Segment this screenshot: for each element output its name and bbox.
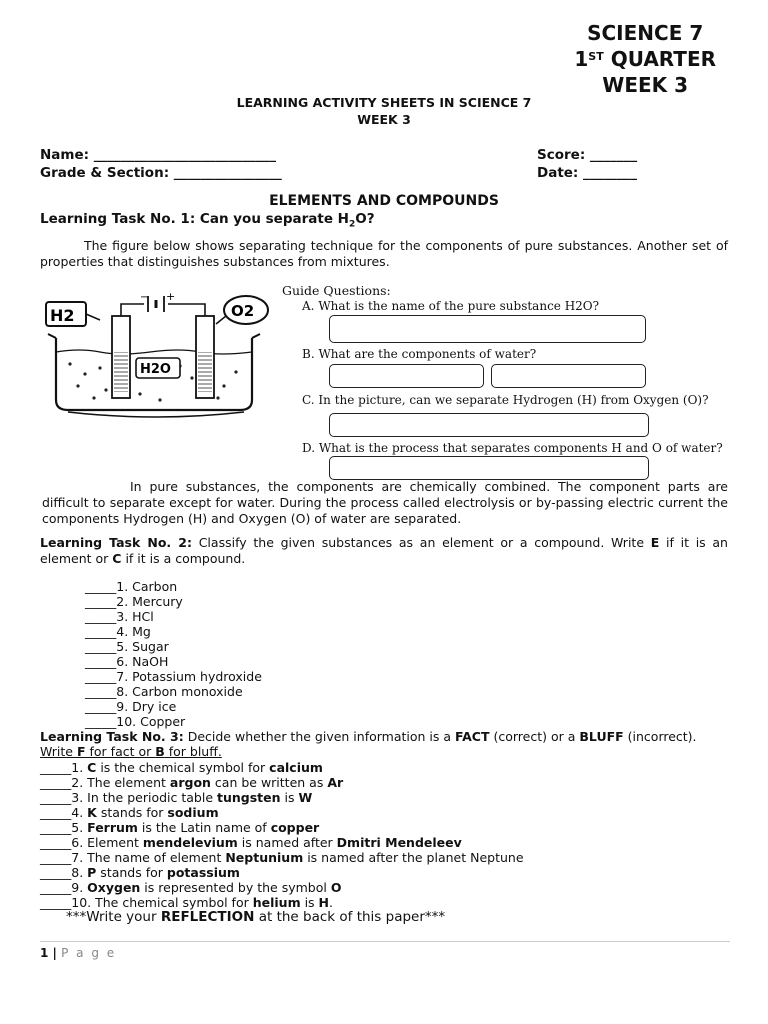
answer-box-a[interactable] [329,315,646,343]
list-item: _____6. Element mendelevium is named after Dmitri Mendeleev [40,835,462,850]
list-item: _____8. Carbon monoxide [85,684,243,699]
list-item: _____7. The name of element Neptunium is named after the planet Neptune [40,850,524,865]
page-label: P a g e [61,946,117,960]
question-c: C. In the picture, can we separate Hydrogen (H) from Oxygen (O)? [302,393,709,407]
list-item: _____7. Potassium hydroxide [85,669,262,684]
list-item: _____5. Ferrum is the Latin name of copper [40,820,320,835]
sheet-subtitle: WEEK 3 [357,112,411,127]
answer-box-b2[interactable] [491,364,646,388]
list-item: _____4. K stands for sodium [40,805,219,820]
minus-sign: − [140,292,149,303]
page-number: 1 [40,946,49,960]
list-item: _____10. The chemical symbol for helium is H. [40,895,333,910]
list-item: _____3. In the periodic table tungsten is W [40,790,313,805]
task1-intro: The figure below shows separating technique for the components of pure substances. Another set of properties that distinguishes substances from mixtures. [40,238,728,269]
grade-section-field: Grade & Section: ________________ [40,165,282,181]
quarter-label: 1ST QUARTER [574,47,716,71]
task1-heading: Learning Task No. 1: Can you separate $H_2O$? [40,211,375,230]
list-item: _____3. HCl [85,609,154,624]
question-d: D. What is the process that separates components H and O of water? [302,441,723,455]
list-item: _____5. Sugar [85,639,169,654]
list-item: _____10. Copper [85,714,186,729]
list-item: _____9. Dry ice [85,699,177,714]
footer-divider [40,941,730,942]
document-header [574,20,716,98]
answer-box-d[interactable] [329,456,649,480]
score-field: Score: _______ [537,147,638,163]
answer-box-b1[interactable] [329,364,484,388]
list-item: _____2. Mercury [85,594,183,609]
task3-instructions: Learning Task No. 3: Decide whether the given information is a FACT (correct) or a BLUFF (incorrect). Write F for fact or B for bluff. [40,729,697,759]
task2-instructions: Learning Task No. 2: Classify the given substances as an element or a compound. Write E if it is an element or C if it is a compound. [40,535,728,566]
h2-label: H2 [50,306,75,325]
question-b: B. What are the components of water? [302,347,537,361]
date-field: Date: ________ [537,165,638,181]
task3-list [40,760,524,910]
list-item: _____6. NaOH [85,654,169,669]
page-footer: 1 | P a g e [40,946,117,960]
task2-list [85,579,262,729]
section-title: ELEMENTS AND COMPOUNDS [269,193,499,209]
subject-label: SCIENCE 7 [587,21,704,45]
list-item: _____1. Carbon [85,579,178,594]
list-item: _____4. Mg [85,624,151,639]
name-field: Name: ___________________________ [40,147,276,163]
week-label: WEEK 3 [602,73,689,97]
sheet-title: LEARNING ACTIVITY SHEETS IN SCIENCE 7 [236,95,532,110]
guide-questions-title: Guide Questions: [282,283,391,298]
h2o-label: H2O [140,362,171,377]
list-item: _____9. Oxygen is represented by the symbol O [40,880,342,895]
list-item: _____1. C is the chemical symbol for calcium [40,760,323,775]
answer-box-c[interactable] [329,413,649,437]
electrolysis-figure [40,290,272,425]
list-item: _____8. P stands for potassium [40,865,240,880]
o2-label: O2 [231,302,255,320]
list-item: _____2. The element argon can be written as Ar [40,775,344,790]
question-a: A. What is the name of the pure substance H2O? [302,299,600,313]
electrolysis-paragraph: In pure substances, the components are chemically combined. The component parts are difficult to separate except for water. During the process called electrolysis or by-passing electric current the components Hydrogen (H) and Oxygen (O) of water are separated. [42,479,728,526]
plus-sign: + [166,290,176,303]
reflection-note: ***Write your REFLECTION at the back of this paper*** [66,909,446,925]
